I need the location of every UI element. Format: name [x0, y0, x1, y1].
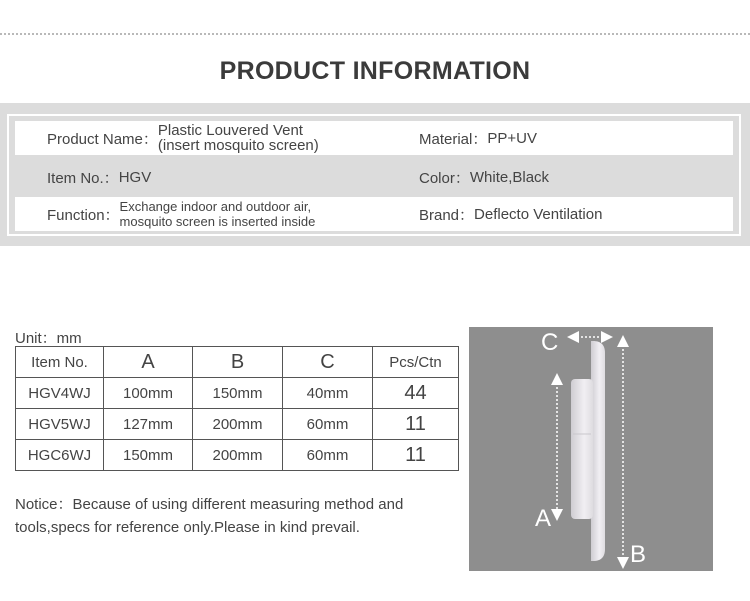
- product-name-line-1: Plastic Louvered Vent: [157, 122, 303, 139]
- header-pcs-ctn: Pcs/Ctn: [373, 347, 459, 378]
- material-cell: [419, 121, 537, 155]
- cell-c: 60mm: [283, 409, 373, 440]
- material-value: PP+UV: [487, 129, 537, 147]
- item-no-value: HGV: [118, 168, 152, 186]
- cell-a: 100mm: [104, 378, 193, 409]
- item-no-cell: [47, 160, 151, 194]
- label-a: A: [535, 505, 552, 532]
- cell-c: 40mm: [283, 378, 373, 409]
- product-name-line-2: (insert mosquito screen): [157, 137, 319, 154]
- header-c: C: [283, 347, 373, 378]
- product-info-panel: [0, 103, 750, 246]
- color-value: White,Black: [469, 168, 550, 186]
- label-b: B: [630, 541, 647, 568]
- notice-text: Notice：Because of using different measuring method and tools,specs for reference only.Please in kind prevail.: [15, 496, 404, 536]
- product-info-frame: [7, 114, 741, 236]
- cell-b: 200mm: [193, 409, 283, 440]
- dimension-diagram: [469, 327, 713, 571]
- cell-b: 200mm: [193, 440, 283, 471]
- cell-item-no: HGV5WJ: [16, 409, 104, 440]
- function-line-1: Exchange indoor and outdoor air,: [119, 199, 312, 214]
- info-row-item-no: [15, 160, 733, 194]
- cell-pcs-ctn: 44: [373, 378, 459, 409]
- color-cell: [419, 160, 549, 194]
- table-row: [16, 440, 459, 471]
- cell-pcs-ctn: 11: [373, 440, 459, 471]
- cell-b: 150mm: [193, 378, 283, 409]
- header-b: B: [193, 347, 283, 378]
- unit-label: Unit：mm: [15, 330, 82, 347]
- header-a: A: [104, 347, 193, 378]
- material-label: Material：: [419, 130, 488, 148]
- cell-a: 127mm: [104, 409, 193, 440]
- brand-label: Brand：: [419, 206, 475, 224]
- product-name-value: [158, 123, 319, 153]
- function-line-2: mosquito screen is inserted inside: [119, 214, 316, 229]
- label-c: C: [541, 329, 559, 356]
- header-item-no: Item No.: [16, 347, 104, 378]
- cell-pcs-ctn: 11: [373, 409, 459, 440]
- product-name-cell: [47, 121, 319, 155]
- brand-value: Deflecto Ventilation: [474, 205, 603, 223]
- dotted-divider: [0, 33, 750, 35]
- item-no-label: Item No.：: [47, 169, 119, 187]
- cell-a: 150mm: [104, 440, 193, 471]
- vent-side-view: [469, 327, 713, 571]
- product-name-label: Product Name：: [47, 130, 158, 148]
- info-row-function: [15, 197, 733, 231]
- cell-item-no: HGC6WJ: [16, 440, 104, 471]
- function-label: Function：: [47, 206, 120, 224]
- info-row-product-name: [15, 121, 733, 155]
- cell-item-no: HGV4WJ: [16, 378, 104, 409]
- table-row: [16, 409, 459, 440]
- cell-c: 60mm: [283, 440, 373, 471]
- color-label: Color：: [419, 169, 470, 187]
- page-title: PRODUCT INFORMATION: [219, 57, 531, 85]
- function-cell: [47, 197, 315, 231]
- spec-header-row: [16, 347, 459, 378]
- table-row: [16, 378, 459, 409]
- spec-table: [15, 346, 459, 471]
- vent-face-plate: [591, 341, 605, 561]
- vent-spigot: [571, 379, 593, 519]
- brand-cell: [419, 197, 602, 231]
- function-value: [120, 199, 316, 229]
